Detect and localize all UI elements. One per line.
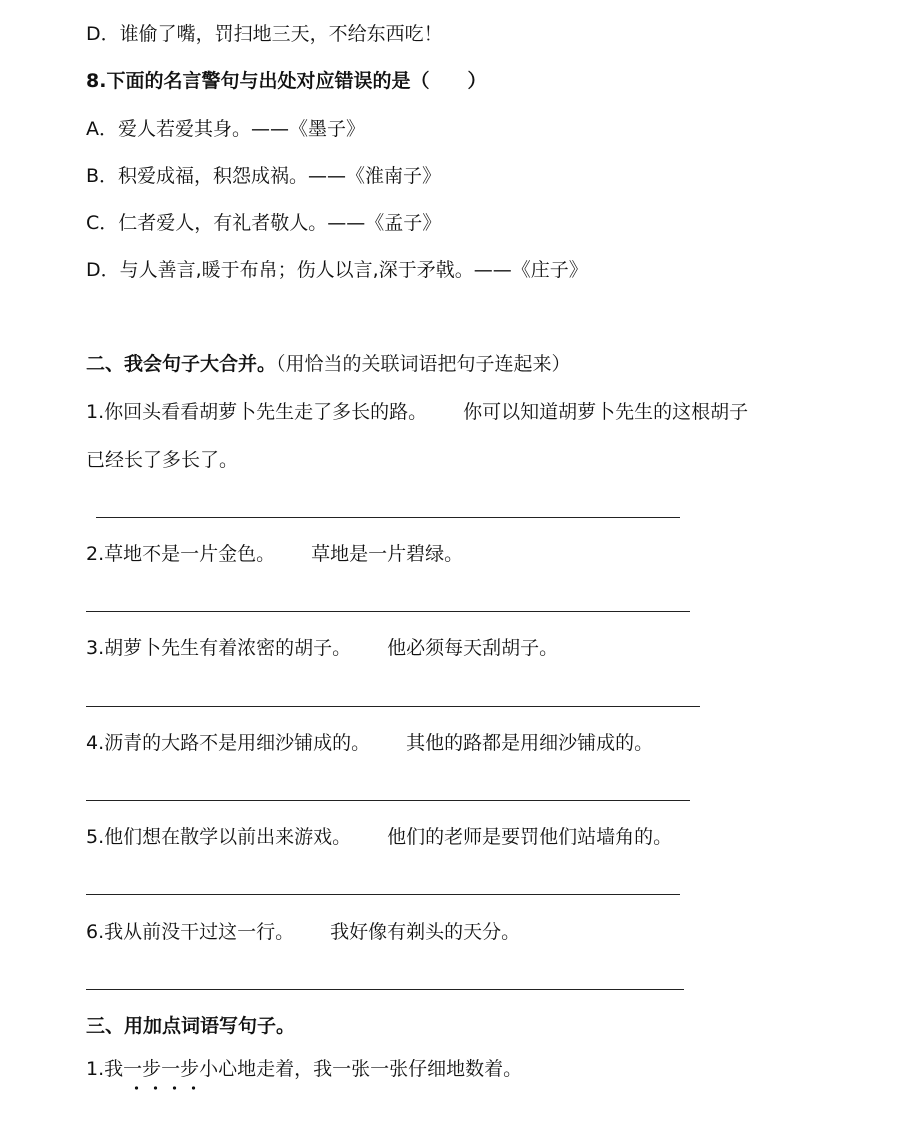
answer-line-4[interactable] [86, 800, 690, 801]
q8-option-c: C．仁者爱人，有礼者敬人。——《孟子》 [86, 212, 442, 234]
s2-item3-sentence-a: 3.胡萝卜先生有着浓密的胡子。 [86, 637, 352, 659]
s3-item1-prefix: 1.我 [86, 1058, 124, 1080]
q8-title: 8.下面的名言警句与出处对应错误的是（ ） [86, 70, 487, 92]
s2-item6-sentence-a: 6.我从前没干过这一行。 [86, 921, 295, 943]
s2-item1-line1 [86, 398, 748, 426]
s2-item4-sentence-b: 其他的路都是用细沙铺成的。 [406, 732, 654, 754]
s2-item6-sentence-b: 我好像有剃头的天分。 [330, 921, 521, 943]
s2-item1-line2: 已经长了多长了。 [86, 449, 239, 471]
s2-item3 [86, 634, 558, 662]
q8-option-a: A．爱人若爱其身。——《墨子》 [86, 118, 365, 140]
s2-item6 [86, 918, 520, 946]
s2-item2-sentence-a: 2.草地不是一片金色。 [86, 543, 276, 565]
s2-item5 [86, 823, 672, 851]
s2-item5-sentence-a: 5.他们想在散学以前出来游戏。 [86, 826, 352, 848]
answer-line-3[interactable] [86, 706, 700, 707]
s2-item1-sentence-a: 1.你回头看看胡萝卜先生走了多长的路。 [86, 401, 428, 423]
answer-line-2[interactable] [86, 611, 690, 612]
section2-heading: 二、我会句子大合并。 [86, 353, 277, 375]
s2-item2 [86, 540, 463, 568]
q8-option-b: B．积爱成福，积怨成祸。——《淮南子》 [86, 165, 442, 187]
q8-option-d: D．与人善言,暖于布帛；伤人以言,深于矛戟。——《庄子》 [86, 259, 588, 281]
s2-item4-sentence-a: 4.沥青的大路不是用细沙铺成的。 [86, 732, 371, 754]
s3-item1-suffix: 小心地走着，我一张一张仔细地数着。 [199, 1058, 523, 1080]
section2-header [86, 350, 571, 378]
s2-item5-sentence-b: 他们的老师是要罚他们站墙角的。 [387, 826, 673, 848]
s3-item1-dotted-word: 一步一步 [123, 1055, 199, 1083]
s2-item4 [86, 729, 653, 757]
q7-option-d: D．谁偷了嘴，罚扫地三天，不给东西吃！ [86, 23, 443, 45]
answer-line-1[interactable] [96, 517, 680, 518]
s3-item1 [86, 1055, 522, 1083]
answer-line-6[interactable] [86, 989, 684, 990]
s2-item2-sentence-b: 草地是一片碧绿。 [311, 543, 464, 565]
section2-instruction: （用恰当的关联词语把句子连起来） [276, 353, 571, 375]
section3-heading: 三、用加点词语写句子。 [86, 1015, 296, 1037]
s2-item1-sentence-b: 你可以知道胡萝卜先生的这根胡子 [463, 401, 749, 423]
answer-line-5[interactable] [86, 894, 680, 895]
s2-item3-sentence-b: 他必须每天刮胡子。 [387, 637, 559, 659]
